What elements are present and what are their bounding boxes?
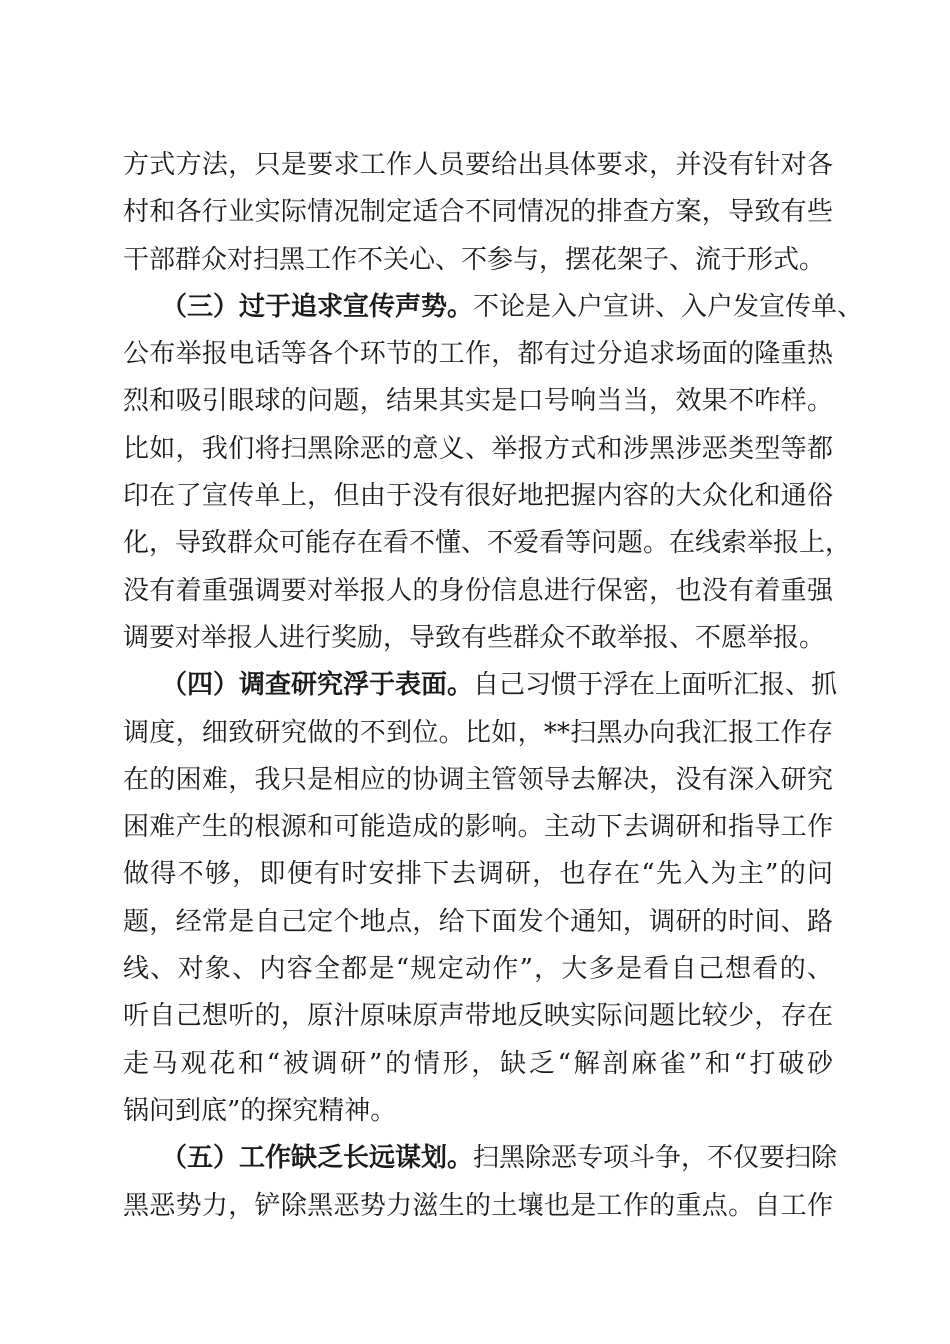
line-text: 困难产生的根源和可能造成的影响。主动下去调研和指导工作 [123,812,833,843]
line-text: 比如，我们将扫黑除恶的意义、举报方式和涉黑涉恶类型等都 [123,433,833,464]
line-text: 做得不够，即便有时安排下去调研，也存在“先入为主”的问 [123,859,833,890]
section-heading: （五）工作缺乏长远谋划。 [161,1143,474,1174]
text-line [123,757,833,804]
text-line [123,568,833,615]
line-text: 没有着重强调要对举报人的身份信息进行保密，也没有着重强 [123,575,833,606]
text-line [123,710,833,757]
section-heading: （三）过于追求宣传声势。 [161,291,474,322]
text-line [123,237,833,284]
line-text: 方式方法，只是要求工作人员要给出具体要求，并没有针对各 [123,150,833,180]
line-text: 锅问到底”的探究精神。 [123,1095,397,1126]
line-text: 干部群众对扫黑工作不关心、不参与，摆花架子、流于形式。 [123,244,826,275]
text-line [123,1041,833,1088]
line-text: 听自己想听的，原汁原味原声带地反映实际问题比较少，存在 [123,1001,833,1032]
line-text: 公布举报电话等各个环节的工作，都有过分追求场面的隆重热 [123,339,833,370]
line-text: 线、对象、内容全都是“规定动作”，大多是看自己想看的、 [123,954,833,985]
line-text: 扫黑除恶专项斗争，不仅要扫除 [473,1143,838,1174]
section-heading-line [123,662,838,709]
text-line [123,899,833,946]
section-heading: （四）调查研究浮于表面。 [161,670,474,701]
text-line [123,851,833,898]
section-heading-line [123,284,864,331]
line-text: 黑恶势力，铲除黑恶势力滋生的土壤也是工作的重点。自工作 [123,1190,833,1221]
text-line [123,520,852,567]
document-body [123,142,864,1230]
text-line [123,189,833,236]
line-text: 印在了宣传单上，但由于没有很好地把握内容的大众化和通俗 [123,481,833,512]
section-heading-line [123,1135,838,1182]
line-text: 调要对举报人进行奖励，导致有些群众不敢举报、不愿举报。 [123,622,826,653]
line-text: 不论是入户宣讲、入户发宣传单、 [473,291,864,322]
text-line [123,142,833,189]
text-line [123,1183,833,1230]
line-text: 自己习惯于浮在上面听汇报、抓 [473,670,838,701]
text-line [123,946,833,993]
line-text: 烈和吸引眼球的问题，结果其实是口号响当当，效果不咋样。 [123,386,833,417]
line-text: 村和各行业实际情况制定适合不同情况的排查方案，导致有些 [123,197,833,228]
line-text: 在的困难，我只是相应的协调主管领导去解决，没有深入研究 [123,764,833,795]
line-text: 走马观花和“被调研”的情形，缺乏“解剖麻雀”和“打破砂 [123,1048,833,1079]
line-text: 化，导致群众可能存在看不懂、不爱看等问题。在线索举报上， [123,528,852,559]
text-line [123,1088,833,1135]
text-line [123,804,833,851]
line-text: 题，经常是自己定个地点，给下面发个通知，调研的时间、路 [123,906,833,937]
text-line [123,473,833,520]
line-text: 调度，细致研究做的不到位。比如，**扫黑办向我汇报工作存 [123,717,833,748]
text-line [123,331,833,378]
text-line [123,615,833,662]
text-line [123,993,833,1040]
text-line [123,426,833,473]
text-line [123,378,833,425]
